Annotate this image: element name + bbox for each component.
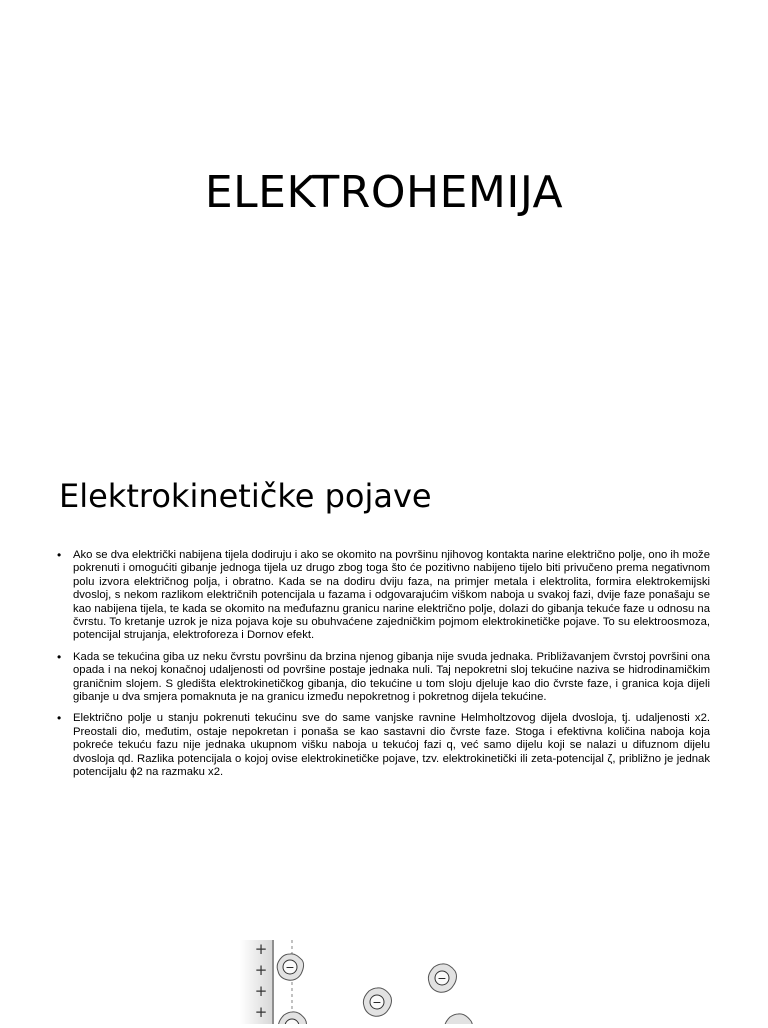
minus-sign: − (372, 996, 382, 1009)
plus-sign: + (254, 940, 268, 958)
anion-icon (278, 1012, 306, 1024)
bullet-item: • Ako se dva električki nabijena tijela dodiruju i ako se okomito na površinu njihovog kontakta narine električno polje, ono ih može pokrenuti i omogućiti gibanje jednoga tijela uz drugo zbog toga što će pozitivno nabijeno tijelo biti privučeno prema negativnom polu izvora električnog polja, i obratno. Kada se na dodiru dviju faza, na primjer metala i elektrolita, formira elektrokemijski dvosloj, s nekom razlikom električnih potencijala u fazama i odgovarajućim viškom naboja u svakoj fazi, dvije faze ponašaju se kao nabijena tijela, te kada se okomito na međufaznu granicu narine električno polje, dolazi do gibanja tekuće faze u odnosu na čvrstu. To kretanje uzrok je niza pojava koje su obuhvaćene zajedničkim pojmom elektrokinetičke pojave. To su elektroosmoza, potencijal strujanja, elektroforeza i Dornov efekt. (55, 549, 710, 643)
page-title: ELEKTROHEMIJA (204, 167, 564, 218)
bullet-item: • Kada se tekućina giba uz neku čvrstu površinu da brzina njenog gibanja nije svuda jednaka. Približavanjem čvrstoj površini ona opada i na nekoj konačnoj udaljenosti od površine postaje jednaka nuli. Taj nepokretni sloj tekućine naziva se hidrodinamičkim graničnim slojem. S gledišta elektrokinetičkog gibanja, dio tekućine u tom sloju djeluje kao dio čvrste faze, i granica koja dijeli gibanje u dva smjera pomaknuta je na granicu između nepokretnog i pokretnog dijela tekućine. (55, 651, 710, 705)
double-layer-figure (230, 938, 490, 1024)
double-layer-diagram (230, 938, 490, 1024)
minus-sign: − (285, 961, 295, 974)
anion-icon (363, 988, 391, 1016)
plus-sign: + (254, 961, 268, 979)
solvent-molecule-icon (444, 1014, 472, 1024)
section-title: Elektrokinetičke pojave (59, 477, 432, 515)
anion-icon (428, 964, 456, 992)
bullet-item: • Električno polje u stanju pokrenuti tekućinu sve do same vanjske ravnine Helmholtzovog dijela dvosloja, tj. udaljenosti x2. Preostali dio, međutim, ostaje nepokretan i ponaša se kao sastavni dio čvrste faze. Stoga i efektivna količina naboja koja pokreće tekuću fazu nije jednaka ukupnom višku naboja u tekućoj fazi q, već samo dijelu koji se nalazi u difuznom dijelu dvosloja qd. Razlika potencijala o kojoj ovise elektrokinetičke pojave, tzv. elektrokinetički ili zeta-potencijal ζ, približno je jednak potencijalu ϕ2 na razmaku x2. (55, 712, 710, 779)
minus-sign: − (437, 972, 447, 985)
anion-icon (277, 954, 303, 980)
plus-sign: + (254, 982, 268, 1000)
plus-sign: + (254, 1003, 268, 1021)
bullet-list (55, 549, 710, 788)
